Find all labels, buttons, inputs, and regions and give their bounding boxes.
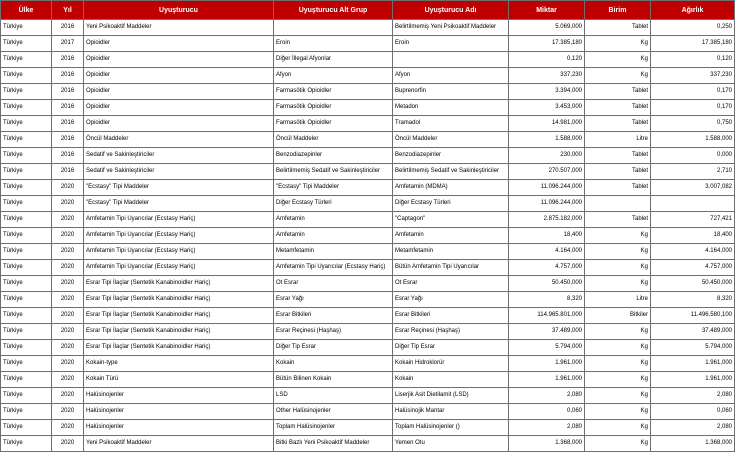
cell-unit: Kg [585,388,651,404]
cell-weight: 5.794,000 [651,340,735,356]
cell-quantity: 2.875.182,000 [509,212,585,228]
cell-drug: Yeni Psikoaktif Maddeler [84,20,274,36]
cell-unit: Tablet [585,164,651,180]
cell-quantity: 2,080 [509,388,585,404]
cell-drug: Opioidler [84,68,274,84]
cell-year: 2016 [52,52,84,68]
cell-unit: Kg [585,324,651,340]
table-body [1,20,735,452]
cell-country: Türkiye [1,372,52,388]
cell-drug-name: Toplam Halüsinojenler () [393,420,509,436]
table-row [1,260,735,276]
cell-drug-subgroup: Amfetamin [274,212,393,228]
table-row [1,276,735,292]
cell-unit: Bitkiler [585,308,651,324]
cell-unit: Kg [585,420,651,436]
table-row [1,52,735,68]
cell-country: Türkiye [1,436,52,452]
cell-quantity: 2,080 [509,420,585,436]
cell-country: Türkiye [1,340,52,356]
cell-drug-name: Esrar Reçinesi (Haşhaş) [393,324,509,340]
table-row [1,68,735,84]
cell-quantity: 18,400 [509,228,585,244]
cell-weight: 1.961,000 [651,356,735,372]
cell-quantity: 4.164,000 [509,244,585,260]
cell-drug: Opioidler [84,116,274,132]
cell-quantity: 0,120 [509,52,585,68]
table-row [1,404,735,420]
table-row [1,196,735,212]
cell-drug: Esrar Tipi İlaçlar (Sentetik Kanabinoidler Hariç) [84,324,274,340]
cell-drug-subgroup: Afyon [274,68,393,84]
cell-drug-subgroup: Farmasötik Opioidler [274,84,393,100]
cell-year: 2020 [52,292,84,308]
cell-year: 2020 [52,212,84,228]
cell-country: Türkiye [1,68,52,84]
cell-country: Türkiye [1,356,52,372]
cell-country: Türkiye [1,84,52,100]
cell-drug-name: Diğer Tip Esrar [393,340,509,356]
cell-drug-name: "Captagon" [393,212,509,228]
table-row [1,244,735,260]
cell-drug-subgroup: Amfetamin Tipi Uyarıcılar (Ecstasy Hariç) [274,260,393,276]
cell-year: 2020 [52,180,84,196]
cell-year: 2020 [52,324,84,340]
cell-drug: Sedatif ve Sakinleştiriciler [84,164,274,180]
cell-country: Türkiye [1,308,52,324]
cell-drug-name: Diğer Ecstasy Türleri [393,196,509,212]
cell-unit: Tablet [585,180,651,196]
table-row [1,148,735,164]
cell-weight [651,196,735,212]
cell-drug-name: Belirtilmemiş Sedatif ve Sakinleştiriciler [393,164,509,180]
cell-drug: Öncül Maddeler [84,132,274,148]
cell-weight: 0,250 [651,20,735,36]
cell-unit: Kg [585,404,651,420]
cell-quantity: 114.965.801,000 [509,308,585,324]
cell-year: 2020 [52,388,84,404]
cell-country: Türkiye [1,260,52,276]
cell-weight: 2,710 [651,164,735,180]
cell-quantity: 37.489,000 [509,324,585,340]
cell-drug: Esrar Tipi İlaçlar (Sentetik Kanabinoidler Hariç) [84,292,274,308]
cell-year: 2016 [52,116,84,132]
cell-drug-subgroup: Esrar Bitkileri [274,308,393,324]
cell-weight: 0,000 [651,148,735,164]
cell-quantity: 5.794,000 [509,340,585,356]
cell-quantity: 11.096.244,000 [509,180,585,196]
cell-year: 2020 [52,228,84,244]
cell-drug-name: Afyon [393,68,509,84]
table-row [1,20,735,36]
cell-country: Türkiye [1,100,52,116]
cell-drug-name: Benzodiazepinler [393,148,509,164]
cell-country: Türkiye [1,228,52,244]
cell-drug: Amfetamin Tipi Uyarıcılar (Ecstasy Hariç) [84,244,274,260]
cell-weight: 727,421 [651,212,735,228]
cell-year: 2020 [52,404,84,420]
cell-drug-subgroup: Benzodiazepinler [274,148,393,164]
cell-country: Türkiye [1,196,52,212]
cell-year: 2020 [52,244,84,260]
cell-drug-name: Amfetamin [393,228,509,244]
cell-quantity: 5.069,000 [509,20,585,36]
table-row [1,100,735,116]
cell-unit: Kg [585,372,651,388]
cell-country: Türkiye [1,324,52,340]
cell-country: Türkiye [1,292,52,308]
cell-country: Türkiye [1,180,52,196]
cell-year: 2020 [52,372,84,388]
cell-country: Türkiye [1,164,52,180]
cell-drug-subgroup: Bitki Bazlı Yeni Psikoaktif Maddeler [274,436,393,452]
table-row [1,340,735,356]
cell-quantity: 14.981,000 [509,116,585,132]
table-row [1,436,735,452]
cell-country: Türkiye [1,212,52,228]
cell-drug-subgroup: Eroin [274,36,393,52]
cell-drug-name: Ot Esrar [393,276,509,292]
cell-quantity: 1.961,000 [509,356,585,372]
cell-year: 2016 [52,164,84,180]
cell-quantity: 1.961,000 [509,372,585,388]
cell-drug-subgroup: Ot Esrar [274,276,393,292]
cell-weight: 0,120 [651,52,735,68]
cell-drug: Kokain-type [84,356,274,372]
cell-drug-name: Amfetamin (MDMA) [393,180,509,196]
cell-unit: Kg [585,228,651,244]
cell-unit: Kg [585,356,651,372]
cell-drug-subgroup: Kokain [274,356,393,372]
cell-unit: Kg [585,244,651,260]
cell-weight: 17.385,180 [651,36,735,52]
cell-country: Türkiye [1,132,52,148]
cell-unit: Kg [585,340,651,356]
table-row [1,132,735,148]
table-row [1,292,735,308]
cell-unit [585,196,651,212]
cell-drug: Kokain Türü [84,372,274,388]
cell-drug: Yeni Psikoaktif Maddeler [84,436,274,452]
cell-drug-subgroup: Farmasötik Opioidler [274,100,393,116]
cell-drug-subgroup: Amfetamin [274,228,393,244]
cell-drug-subgroup: Metamfetamin [274,244,393,260]
cell-year: 2020 [52,260,84,276]
table-row [1,324,735,340]
cell-drug: Halüsinojenler [84,420,274,436]
cell-country: Türkiye [1,36,52,52]
cell-drug: Halüsinojenler [84,388,274,404]
header-drug-subgroup: Uyuşturucu Alt Grup [274,1,393,20]
cell-unit: Kg [585,436,651,452]
cell-year: 2016 [52,148,84,164]
cell-drug-subgroup: Öncül Maddeler [274,132,393,148]
cell-unit: Tablet [585,84,651,100]
cell-quantity: 3.394,000 [509,84,585,100]
cell-unit: Tablet [585,116,651,132]
header-country: Ülke [1,1,52,20]
cell-drug-subgroup: Bütün Bilinen Kokain [274,372,393,388]
cell-drug-subgroup: Farmasötik Opioidler [274,116,393,132]
cell-quantity: 17.385,180 [509,36,585,52]
cell-unit: Kg [585,52,651,68]
cell-drug: "Ecstasy" Tipi Maddeler [84,196,274,212]
cell-year: 2020 [52,356,84,372]
cell-weight: 0,750 [651,116,735,132]
cell-drug: Opioidler [84,52,274,68]
table-row [1,180,735,196]
cell-weight: 2,080 [651,388,735,404]
cell-drug-name: Belirtilmemiş Yeni Psikoaktif Maddeler [393,20,509,36]
cell-drug-subgroup [274,20,393,36]
table-row [1,372,735,388]
cell-year: 2016 [52,132,84,148]
cell-country: Türkiye [1,420,52,436]
cell-quantity: 270.507,000 [509,164,585,180]
cell-quantity: 8,320 [509,292,585,308]
cell-drug-subgroup: Esrar Yağı [274,292,393,308]
cell-unit: Kg [585,276,651,292]
cell-country: Türkiye [1,244,52,260]
cell-weight: 50.450,000 [651,276,735,292]
cell-quantity: 11.096.244,000 [509,196,585,212]
cell-drug: Sedatif ve Sakinleştiriciler [84,148,274,164]
cell-country: Türkiye [1,404,52,420]
cell-weight: 0,060 [651,404,735,420]
cell-drug: Esrar Tipi İlaçlar (Sentetik Kanabinoidler Hariç) [84,308,274,324]
cell-weight: 37.489,000 [651,324,735,340]
header-drug: Uyuşturucu [84,1,274,20]
cell-drug-name: Metamfetamin [393,244,509,260]
cell-weight: 4.164,000 [651,244,735,260]
cell-drug: Esrar Tipi İlaçlar (Sentetik Kanabinoidler Hariç) [84,276,274,292]
cell-country: Türkiye [1,148,52,164]
cell-drug: Esrar Tipi İlaçlar (Sentetik Kanabinoidler Hariç) [84,340,274,356]
cell-drug-subgroup: Toplam Halüsinojenler [274,420,393,436]
header-row [1,1,735,20]
cell-unit: Kg [585,36,651,52]
cell-drug-name: Halüsinojik Mantar [393,404,509,420]
cell-drug: Halüsinojenler [84,404,274,420]
cell-quantity: 1.588,000 [509,132,585,148]
cell-drug-subgroup: Belirtilmemiş Sedatif ve Sakinleştiriciler [274,164,393,180]
table-row [1,308,735,324]
cell-weight: 11.496.580,100 [651,308,735,324]
cell-drug-subgroup: Diğer Tip Esrar [274,340,393,356]
table-row [1,164,735,180]
table-row [1,36,735,52]
cell-drug-name: Kokain [393,372,509,388]
cell-drug-name [393,52,509,68]
cell-drug-subgroup: Other Halüsinojenler [274,404,393,420]
cell-drug: "Ecstasy" Tipi Maddeler [84,180,274,196]
cell-drug-subgroup: Esrar Reçinesi (Haşhaş) [274,324,393,340]
cell-year: 2020 [52,340,84,356]
cell-drug: Amfetamin Tipi Uyarıcılar (Ecstasy Hariç) [84,228,274,244]
cell-country: Türkiye [1,20,52,36]
cell-weight: 4.757,000 [651,260,735,276]
cell-weight: 1.588,000 [651,132,735,148]
cell-year: 2020 [52,420,84,436]
cell-unit: Tablet [585,100,651,116]
cell-drug-name: Liserjik Asit Dietilamit (LSD) [393,388,509,404]
cell-weight: 2,080 [651,420,735,436]
cell-year: 2016 [52,68,84,84]
cell-year: 2020 [52,196,84,212]
cell-unit: Kg [585,68,651,84]
cell-country: Türkiye [1,276,52,292]
cell-year: 2016 [52,100,84,116]
table-row [1,228,735,244]
cell-year: 2016 [52,84,84,100]
cell-weight: 0,170 [651,100,735,116]
table-row [1,212,735,228]
cell-drug-name: Kokain Hidroklorür [393,356,509,372]
cell-year: 2020 [52,276,84,292]
header-drug-name: Uyuşturucu Adı [393,1,509,20]
header-unit: Birim [585,1,651,20]
cell-drug-name: Tramadol [393,116,509,132]
cell-country: Türkiye [1,116,52,132]
cell-unit: Litre [585,132,651,148]
cell-drug: Opioidler [84,84,274,100]
cell-drug-name: Metadon [393,100,509,116]
cell-country: Türkiye [1,52,52,68]
cell-drug-name: Esrar Bitkileri [393,308,509,324]
cell-year: 2017 [52,36,84,52]
cell-drug-name: Öncül Maddeler [393,132,509,148]
cell-drug-subgroup: "Ecstasy" Tipi Maddeler [274,180,393,196]
table-row [1,116,735,132]
cell-quantity: 3.453,000 [509,100,585,116]
cell-quantity: 337,230 [509,68,585,84]
cell-drug-name: Eroin [393,36,509,52]
cell-year: 2020 [52,436,84,452]
cell-year: 2020 [52,308,84,324]
cell-unit: Tablet [585,20,651,36]
cell-unit: Tablet [585,148,651,164]
cell-year: 2016 [52,20,84,36]
cell-drug-name: Yemen Otu [393,436,509,452]
cell-drug-name: Buprenorfin [393,84,509,100]
cell-quantity: 1.368,000 [509,436,585,452]
cell-quantity: 0,060 [509,404,585,420]
table-row [1,420,735,436]
cell-unit: Kg [585,260,651,276]
cell-weight: 18,400 [651,228,735,244]
cell-unit: Tablet [585,212,651,228]
cell-drug: Amfetamin Tipi Uyarıcılar (Ecstasy Hariç) [84,212,274,228]
header-year: Yıl [52,1,84,20]
cell-weight: 337,230 [651,68,735,84]
cell-weight: 3.007,082 [651,180,735,196]
cell-quantity: 230,000 [509,148,585,164]
cell-quantity: 50.450,000 [509,276,585,292]
cell-weight: 8,320 [651,292,735,308]
cell-weight: 1.961,000 [651,372,735,388]
table-row [1,356,735,372]
cell-drug-subgroup: LSD [274,388,393,404]
cell-drug-name: Bütün Amfetamin Tipi Uyarıcılar [393,260,509,276]
cell-weight: 1.368,000 [651,436,735,452]
header-weight: Ağırlık [651,1,735,20]
cell-quantity: 4.757,000 [509,260,585,276]
cell-drug-name: Esrar Yağı [393,292,509,308]
cell-unit: Litre [585,292,651,308]
table-row [1,388,735,404]
cell-drug-subgroup: Diğer Ecstasy Türleri [274,196,393,212]
table-row [1,84,735,100]
cell-drug-subgroup: Diğer İllegal Afyonlar [274,52,393,68]
header-quantity: Miktar [509,1,585,20]
cell-drug: Opioidler [84,100,274,116]
cell-drug: Amfetamin Tipi Uyarıcılar (Ecstasy Hariç) [84,260,274,276]
cell-weight: 0,170 [651,84,735,100]
cell-drug: Opioidler [84,36,274,52]
cell-country: Türkiye [1,388,52,404]
